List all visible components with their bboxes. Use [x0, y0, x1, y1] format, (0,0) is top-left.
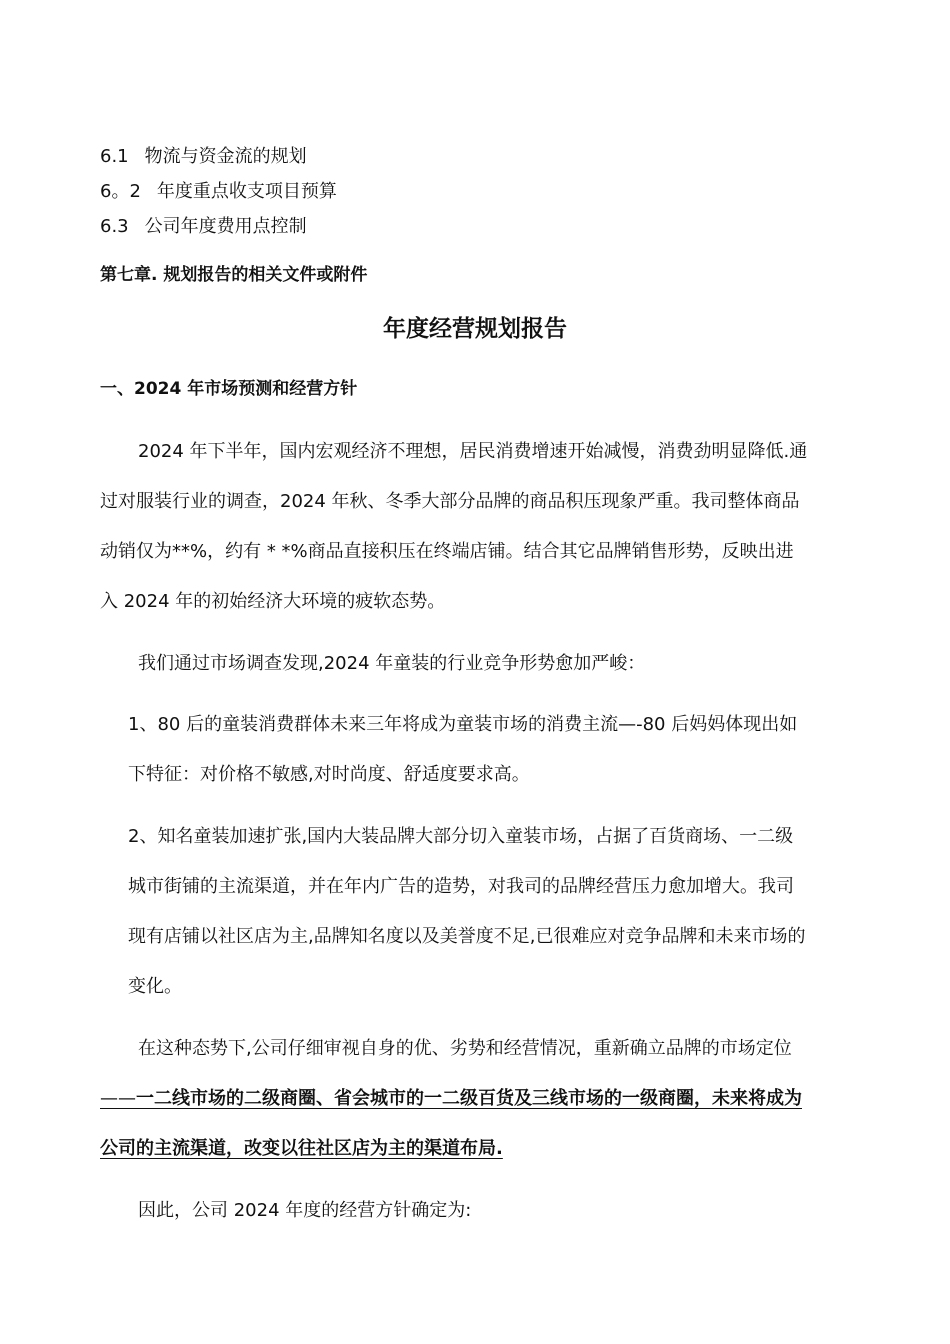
paragraph-line: 城市街铺的主流渠道，并在年内广告的造势，对我司的品牌经营压力愈加增大。我司 [128, 876, 794, 897]
paragraph-line: 入 2024 年的初始经济大环境的疲软态势。 [100, 591, 446, 612]
paragraph-line: 过对服装行业的调查，2024 年秋、冬季大部分品牌的商品积压现象严重。我司整体商品 [100, 491, 800, 512]
paragraph-line: 变化。 [128, 976, 182, 997]
paragraph-line: 动销仅为**%，约有 * *%商品直接积压在终端店铺。结合其它品牌销售形势，反映出进 [100, 541, 794, 562]
paragraph-line: 在这种态势下,公司仔细审视自身的优、劣势和经营情况，重新确立品牌的市场定位 [138, 1038, 792, 1059]
paragraph-line: 2024 年下半年，国内宏观经济不理想，居民消费增速开始减慢，消费劲明显降低.通 [138, 441, 808, 462]
paragraph-policy-intro [138, 1186, 471, 1236]
toc-number: 6.3 [100, 216, 129, 237]
em-dash: —— [100, 1088, 136, 1109]
paragraph-line [100, 1124, 802, 1174]
emphasized-text: 一二线市场的二级商圈、省会城市的一二级百货及三线市场的一级商圈，未来将成为 [136, 1088, 802, 1109]
paragraph-market-overview [100, 427, 807, 627]
paragraph-line: 现有店铺以社区店为主,品牌知名度以及美誉度不足,已很难应对竞争品牌和未来市场的 [128, 926, 806, 947]
paragraph-line: 下特征：对价格不敏感,对时尚度、舒适度要求高。 [128, 764, 530, 785]
toc-text: 物流与资金流的规划 [144, 146, 307, 167]
toc-item-6-3 [100, 215, 307, 239]
toc-number: 6.1 [100, 146, 129, 167]
toc-text: 年度重点收支项目预算 [156, 181, 337, 202]
paragraph-line: 2、知名童装加速扩张,国内大装品牌大部分切入童装市场，占据了百货商场、一二级 [128, 826, 794, 847]
paragraph-line [100, 1074, 802, 1124]
toc-item-6-2 [100, 180, 337, 204]
list-item-1 [128, 700, 797, 800]
paragraph-positioning [100, 1024, 802, 1174]
emphasized-text: 公司的主流渠道，改变以往社区店为主的渠道布局. [100, 1138, 503, 1159]
paragraph-line: 我们通过市场调查发现,2024 年童装的行业竞争形势愈加严峻： [138, 653, 646, 674]
toc-number: 6。2 [100, 181, 141, 202]
list-item-2 [128, 812, 805, 1012]
paragraph-competition-intro [138, 639, 645, 689]
section-title: 一、2024 年市场预测和经营方针 [100, 379, 358, 399]
toc-text: 公司年度费用点控制 [144, 216, 307, 237]
toc-item-6-1 [100, 145, 307, 169]
chapter-heading: 第七章. 规划报告的相关文件或附件 [100, 265, 368, 285]
paragraph-line: 1、80 后的童装消费群体未来三年将成为童装市场的消费主流—-80 后妈妈体现出如 [128, 714, 798, 735]
paragraph-line: 因此，公司 2024 年度的经营方针确定为: [138, 1200, 472, 1221]
document-title: 年度经营规划报告 [383, 316, 567, 342]
